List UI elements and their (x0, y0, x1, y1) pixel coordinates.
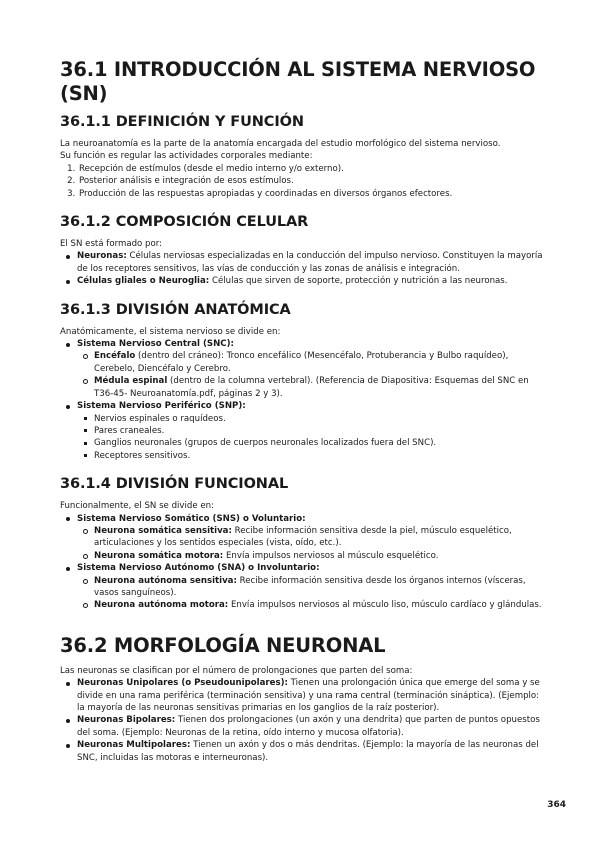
subsection-title-36-1-4: 36.1.4 DIVISIÓN FUNCIONAL (60, 476, 289, 493)
term: Sistema Nervioso Central (SNC): (77, 339, 234, 350)
subsection-title-36-1-1: 36.1.1 DEFINICIÓN Y FUNCIÓN (60, 114, 304, 130)
list-item: 3. Producción de las respuestas apropiadas y coordinadas en diversos órganos efectores. (78, 188, 546, 200)
definition: Recibe información sensitiva desde la piel, músculo esquelético, articulaciones y los sentidos especiales (vista, oído, etc.). (94, 525, 512, 549)
definition: Recibe información sensitiva desde los órganos internos (vísceras, vasos sanguíneos). (94, 575, 526, 598)
term: Neuronas Multipolares: (77, 740, 191, 751)
paragraph: Anatómicamente, el sistema nervioso se divide en: (60, 326, 281, 337)
section-title-36-2: 36.2 MORFOLOGÍA NEURONAL (60, 633, 386, 657)
list-item (94, 599, 546, 611)
paragraph: La neuroanatomía es la parte de la anatomía encargada del estudio morfológico del sistema nervioso. (60, 139, 501, 149)
anatomical-division-list (60, 338, 546, 462)
term: Encéfalo (94, 351, 136, 362)
list-item (77, 250, 546, 275)
list-item: Receptores sensitivos. (94, 450, 546, 462)
snc-list (77, 350, 546, 400)
term: Neurona autónoma motora: (94, 600, 229, 611)
definition: Células nerviosas especializadas en la conducción del impulso nervioso. Constituyen la mayoría de los receptores sensitivos, las vías de conducción y las zonas de análisis e integración. (77, 251, 543, 274)
function-list (60, 163, 546, 200)
sna-list (77, 575, 546, 612)
paragraph: Las neuronas se clasifican por el número de prolongaciones que parten del soma: (60, 665, 413, 676)
term: Neuronas Unipolares (o Pseudounipolares): (77, 678, 288, 689)
term: Sistema Nervioso Autónomo (SNA) o Involuntario: (77, 563, 320, 574)
term: Neurona somática motora: (94, 550, 224, 561)
document-page (60, 58, 546, 764)
definition: (dentro de la columna vertebral). (Referencia de Diapositiva: Esquemas del SNC en T36-45- Neuroanatomía.pdf, páginas 2 y 3). (94, 376, 529, 399)
term: Células gliales o Neuroglia: (77, 276, 210, 287)
list-item (77, 714, 546, 739)
paragraph: Funcionalmente, el SN se divide en: (60, 501, 214, 512)
definition: Tienen un axón y dos o más dendritas. (Ejemplo: la mayoría de las neuronas del SNC, incluidas las motoras e interneuronas). (77, 740, 539, 763)
list-item (94, 375, 546, 400)
page-number: 364 (547, 800, 566, 810)
functional-division-list (60, 513, 546, 612)
list-item (94, 350, 546, 375)
term: Médula espinal (94, 376, 168, 387)
definition: Tienen dos prolongaciones (un axón y una dendrita) que parten de puntos opuestos del soma. (Ejemplo: Neuronas de la retina, oído interno y mucosa olfatoria). (77, 715, 540, 738)
list-item (94, 575, 546, 600)
definition: (dentro del cráneo): Tronco encefálico (Mesencéfalo, Protuberancia y Bulbo raquídeo), Cerebelo, Diencéfalo y Cerebro. (94, 351, 509, 374)
list-item (94, 550, 546, 562)
subsection-title-36-1-2: 36.1.2 COMPOSICIÓN CELULAR (60, 214, 309, 231)
definition: Células que sirven de soporte, protección y nutrición a las neuronas. (209, 276, 508, 287)
list-item (94, 525, 546, 550)
neuron-morphology-list (60, 677, 546, 764)
subsection-title-36-1-3: 36.1.3 DIVISIÓN ANATÓMICA (60, 301, 291, 318)
list-item (77, 338, 546, 400)
section-title-36-1: 36.1 INTRODUCCIÓN AL SISTEMA NERVIOSO (SN) (60, 58, 536, 105)
list-item: Nervios espinales o raquídeos. (94, 413, 546, 425)
term: Neurona autónoma sensitiva: (94, 575, 237, 586)
term: Neuronas: (77, 251, 127, 262)
term: Neuronas Bipolares: (77, 715, 176, 726)
term: Sistema Nervioso Somático (SNS) o Voluntario: (77, 513, 306, 524)
list-item (77, 400, 546, 462)
paragraph: Su función es regular las actividades corporales mediante: (60, 151, 313, 162)
list-item (77, 562, 546, 612)
snp-list (77, 413, 546, 463)
term: Neurona somática sensitiva: (94, 525, 232, 536)
definition: Envía impulsos nerviosos al músculo liso, músculo cardíaco y glándulas. (228, 600, 542, 611)
list-item: Pares craneales. (94, 425, 546, 437)
list-item (77, 513, 546, 563)
list-item: 1. Recepción de estímulos (desde el medio interno y/o externo). (78, 163, 546, 175)
paragraph: El SN está formado por: (60, 239, 163, 250)
list-item (77, 739, 546, 764)
composition-list (60, 250, 546, 287)
term: Sistema Nervioso Periférico (SNP): (77, 401, 246, 412)
list-item: Ganglios neuronales (grupos de cuerpos neuronales localizados fuera del SNC). (94, 437, 546, 449)
list-item: 2. Posterior análisis e integración de esos estímulos. (78, 175, 546, 187)
sns-list (77, 525, 546, 562)
definition: Tienen una prolongación única que emerge del soma y se divide en una rama periférica (terminación sensitiva) y una rama central (terminación sináptica). (Ejemplo: la mayoría de las neuronas sensitivas primarias en los ganglios de la raíz posterior). (77, 678, 540, 713)
list-item (77, 275, 546, 287)
definition: Envía impulsos nerviosos al músculo esquelético. (223, 550, 439, 561)
list-item (77, 677, 546, 714)
